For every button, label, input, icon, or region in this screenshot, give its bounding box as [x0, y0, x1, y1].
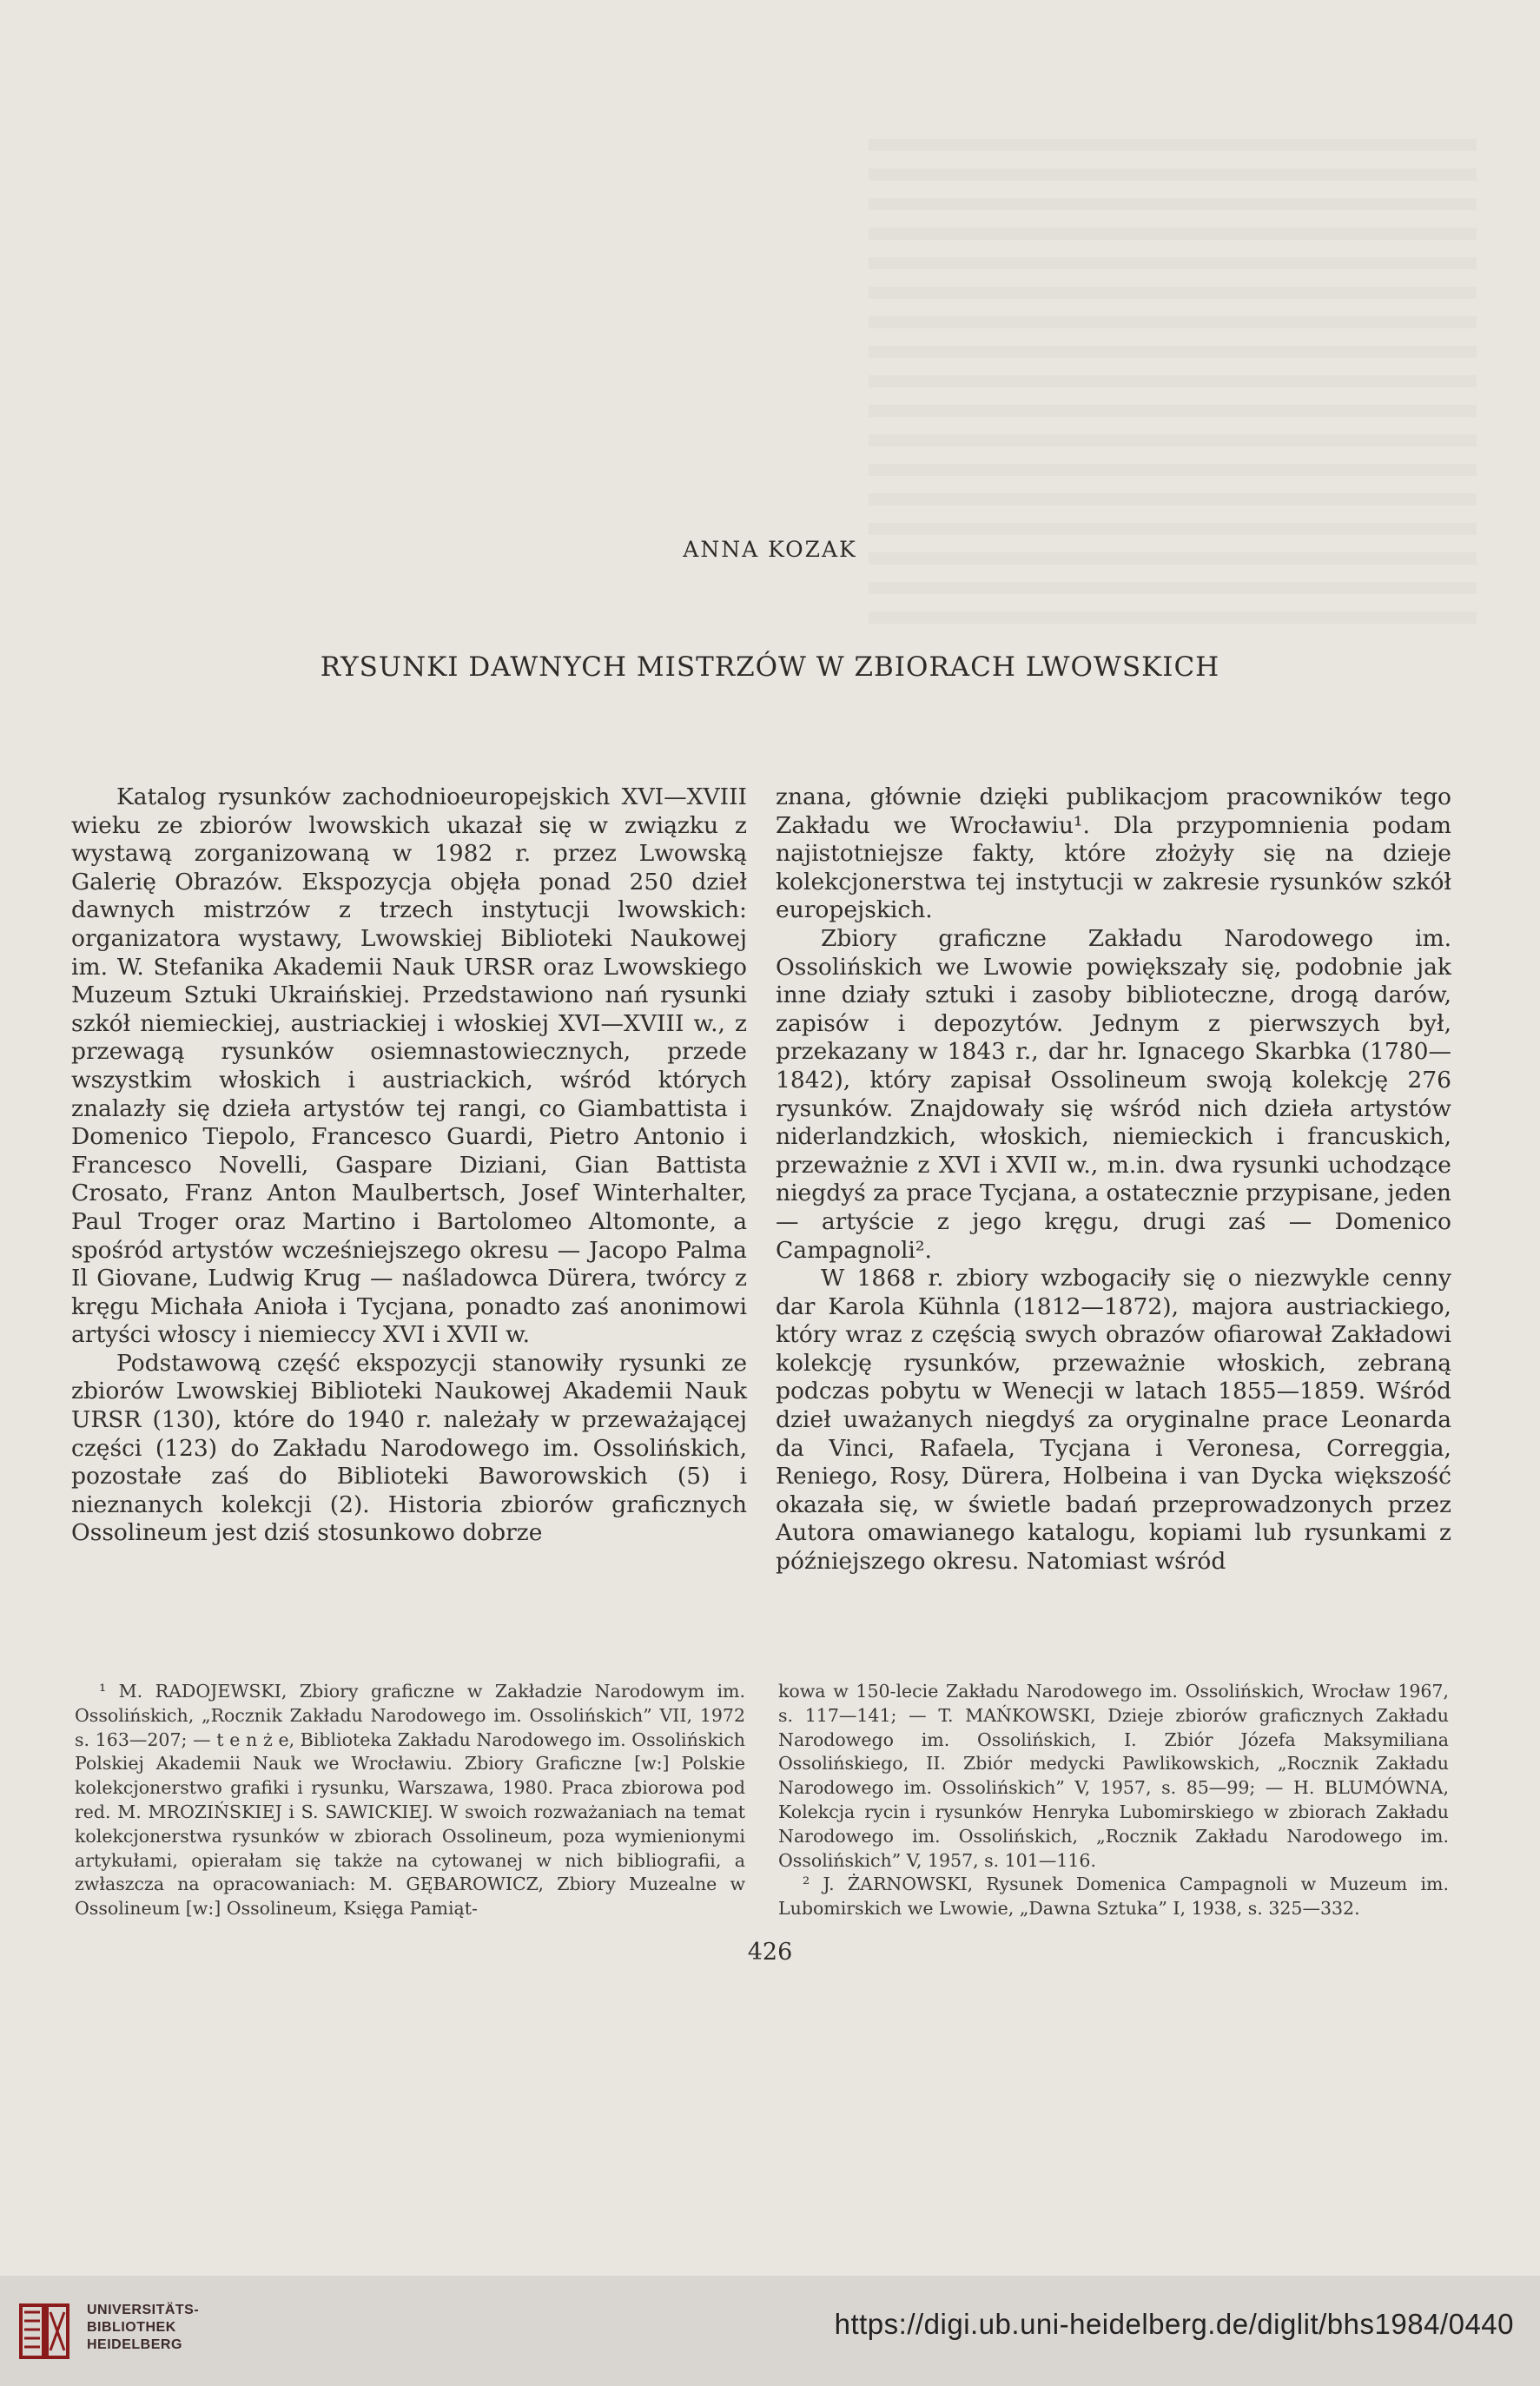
- footnote-1-continued: kowa w 150-lecie Zakładu Narodowego im. Ossolińskich, Wrocław 1967, s. 117—141; — T. MAŃKOWSKI, Dzieje zbiorów graficznych Zakładu Narodowego im. Ossolińskich, I. Zbiór Józefa Maksymiliana Ossolińskiego, II. Zbiór medycki Pawlikowskich, „Rocznik Zakładu Narodowego im. Ossolińskich” V, 1957, s. 85—99; — H. BLUMÓWNA, Kolekcja rycin i rysunków Henryka Lubomirskiego w zbiorach Zakładu Narodowego im. Ossolińskich, „Rocznik Zakładu Narodowego im. Ossolińskich” V, 1957, s. 101—116.: [778, 1681, 1449, 1871]
- footnote-2: ² J. ŻARNOWSKI, Rysunek Domenica Campagnoli w Muzeum im. Lubomirskich we Lwowie, „Dawna Sztuka” I, 1938, s. 325—332.: [778, 1874, 1449, 1920]
- library-name-line: HEIDELBERG: [87, 2337, 182, 2352]
- body-column-right: [776, 783, 1451, 1576]
- library-name-line: UNIVERSITÄTS-: [87, 2303, 200, 2317]
- footnotes-left: [75, 1680, 745, 1921]
- permalink-url[interactable]: https://digi.ub.uni-heidelberg.de/diglit/bhs1984/0440: [834, 2308, 1514, 2340]
- article-title: RYSUNKI DAWNYCH MISTRZÓW W ZBIORACH LWOWSKICH: [320, 651, 1220, 683]
- library-name: [87, 2302, 199, 2354]
- university-library-logo-icon: [17, 2300, 71, 2363]
- body-paragraph: Katalog rysunków zachodnioeuropejskich XVI—XVIII wieku ze zbiorów lwowskich ukazał się w związku z wystawą zorganizowaną w 1982 r. przez Lwowską Galerię Obrazów. Ekspozycja objęła ponad 250 dzieł dawnych mistrzów z trzech instytucji lwowskich: organizatora wystawy, Lwowskiej Biblioteki Naukowej im. W. Stefanika Akademii Nauk URSR oraz Lwowskiego Muzeum Sztuki Ukraińskiej. Przedstawiono nań rysunki szkół niemieckiej, austriackiej i włoskiej XVI—XVIII w., z przewagą rysunków osiemnastowiecznych, przede wszystkim włoskich i austriackich, wśród których znalazły się dzieła artystów tej rangi, co Giambattista i Domenico Tiepolo, Francesco Guardi, Pietro Antonio i Francesco Novelli, Gaspare Diziani, Gian Battista Crosato, Franz Anton Maulbertsch, Josef Winterhalter, Paul Troger oraz Martino i Bartolomeo Altomonte, a spośród artystów wcześniejszego okresu — Jacopo Palma Il Giovane, Ludwig Krug — naśladowca Dürera, twórcy z kręgu Michała Anioła i Tycjana, ponadto zaś anonimowi artyści włoscy i niemieccy XVI i XVII w.: [71, 783, 747, 1349]
- body-paragraph: Zbiory graficzne Zakładu Narodowego im. Ossolińskich we Lwowie powiększały się, podobnie jak inne działy sztuki i zasoby biblioteczne, drogą darów, zapisów i depozytów. Jednym z pierwszych był, przekazany w 1843 r., dar hr. Ignacego Skarbka (1780—1842), który zapisał Ossolineum swoją kolekcję 276 rysunków. Znajdowały się wśród nich dzieła artystów niderlandzkich, włoskich, niemieckich i francuskich, przeważnie z XVI i XVII w., m.in. dwa rysunki uchodzące niegdyś za prace Tycjana, a ostatecznie przypisane, jeden — artyście z jego kręgu, drugi zaś — Domenico Campagnoli².: [776, 924, 1451, 1264]
- footnotes-right: [778, 1680, 1449, 1921]
- page-number: 426: [747, 1939, 793, 1966]
- body-paragraph: W 1868 r. zbiory wzbogaciły się o niezwykle cenny dar Karola Kühnla (1812—1872), majora austriackiego, który wraz z częścią swych obrazów ofiarował Zakładowi kolekcję rysunków, przeważnie włoskich, zebraną podczas pobytu w Wenecji w latach 1855—1859. Wśród dzieł uważanych niegdyś za oryginalne prace Leonarda da Vinci, Rafaela, Tycjana i Veronesa, Correggia, Reniego, Rosy, Dürera, Holbeina i van Dycka większość okazała się, w świetle badań przeprowadzonych przez Autora omawianego katalogu, kopiami lub rysunkami z późniejszego okresu. Natomiast wśród: [776, 1265, 1451, 1576]
- article-author: ANNA KOZAK: [683, 537, 857, 562]
- body-paragraph-continued: znana, głównie dzięki publikacjom pracowników tego Zakładu we Wrocławiu¹. Dla przypomnienia podam najistotniejsze fakty, które złożyły się na dzieje kolekcjonerstwa tej instytucji w zakresie rysunków szkół europejskich.: [776, 783, 1451, 924]
- body-column-left: [71, 783, 747, 1548]
- footnote-1: ¹ M. RADOJEWSKI, Zbiory graficzne w Zakładzie Narodowym im. Ossolińskich, „Rocznik Zakładu Narodowego im. Ossolińskich” VII, 1972 s. 163—207; — t e n ż e, Biblioteka Zakładu Narodowego im. Ossolińskich Polskiej Akademii Nauk we Wrocławiu. Zbiory Graficzne [w:] Polskie kolekcjonerstwo grafiki i rysunku, Warszawa, 1980. Praca zbiorowa pod red. M. MROZIŃSKIEJ i S. SAWICKIEJ. W swoich rozważaniach na temat kolekcjonerstwa rysunków w zbiorach Ossolineum, poza wymienionymi artykułami, opierałam się także na cytowanej w nich bibliografii, a zwłaszcza na opracowaniach: M. GĘBAROWICZ, Zbiory Muzealne w Ossolineum [w:] Ossolineum, Księga Pamiąt-: [75, 1681, 745, 1920]
- body-paragraph: Podstawową część ekspozycji stanowiły rysunki ze zbiorów Lwowskiej Biblioteki Naukowej Akademii Nauk URSR (130), które do 1940 r. należały w przeważającej części (123) do Zakładu Narodowego im. Ossolińskich, pozostałe zaś do Biblioteki Baworowskich (5) i nieznanych kolekcji (2). Historia zbiorów graficznych Ossolineum jest dziś stosunkowo dobrze: [71, 1349, 747, 1547]
- library-name-line: BIBLIOTHEK: [87, 2320, 176, 2335]
